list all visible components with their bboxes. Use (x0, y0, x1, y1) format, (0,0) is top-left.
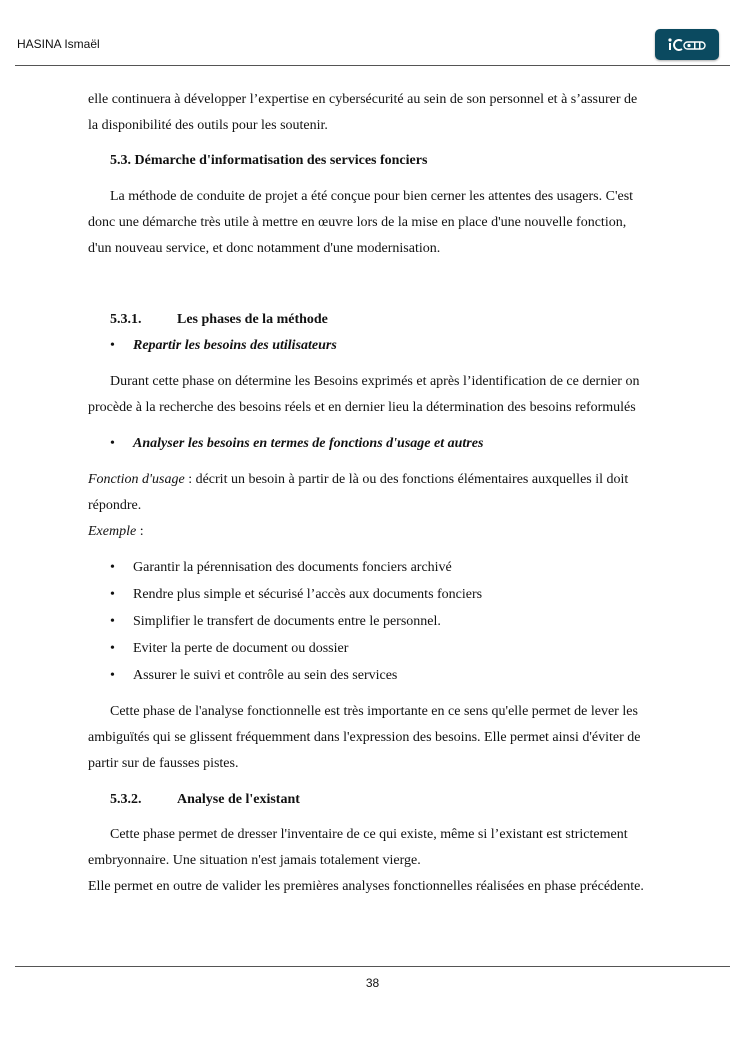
list-item (88, 333, 648, 359)
example-term: Exemple (88, 524, 137, 539)
phase1-title: Repartir les besoins des utilisateurs (133, 338, 337, 353)
subsection-title: Analyse de l'existant (177, 792, 300, 807)
section-heading: 5.3. Démarche d'informatisation des services fonciers (110, 153, 428, 168)
bullet-icon: • (110, 614, 115, 629)
example-item-text: Garantir la pérennisation des documents fonciers archivé (133, 560, 452, 575)
phase2-list (88, 431, 648, 457)
header-author: HASINA Ismaël (17, 37, 100, 51)
example-item-text: Rendre plus simple et sécurisé l’accès aux documents fonciers (133, 587, 483, 602)
bullet-icon: • (110, 436, 115, 451)
list-item (88, 431, 648, 457)
header-divider (15, 65, 730, 66)
bullet-icon: • (110, 587, 115, 602)
bullet-icon: • (110, 641, 115, 656)
phase1-list (88, 333, 648, 359)
existing-paragraph-1: Cette phase permet de dresser l'inventaire de ce qui existe, même si l’existant est strictement embryonnaire. Une situation n'est jamais totalement vierge. (88, 827, 628, 868)
examples-list (88, 555, 648, 689)
company-logo (655, 29, 719, 60)
footer-divider (15, 966, 730, 967)
usage-definition-text: : décrit un besoin à partir de là ou des fonctions élémentaires auxquelles il doit répondre. (88, 472, 629, 513)
list-item (88, 555, 648, 581)
analysis-paragraph: Cette phase de l'analyse fonctionnelle est très importante en ce sens qu'elle permet de lever les ambiguïtés qui se glissent fréquemment dans l'expression des besoins. Elle permet ainsi d'éviter de partir sur de fausses pistes. (88, 704, 641, 771)
list-item (88, 582, 648, 608)
existing-paragraph-2: Elle permet en outre de valider les premières analyses fonctionnelles réalisées en phase précédente. (88, 879, 644, 894)
subsection-number: 5.3.1. (110, 312, 142, 327)
subsection-heading-phases (88, 307, 648, 333)
subsection-number: 5.3.2. (110, 792, 142, 807)
example-suffix: : (136, 524, 144, 539)
intro-paragraph: elle continuera à développer l’expertise en cybersécurité au sein de son personnel et à s’assurer de la disponibilité des outils pour les soutenir. (88, 92, 638, 133)
logo-icon (655, 29, 719, 60)
phase2-title: Analyser les besoins en termes de fonctions d'usage et autres (133, 436, 484, 451)
example-item-text: Eviter la perte de document ou dossier (133, 641, 349, 656)
example-item-text: Assurer le suivi et contrôle au sein des services (133, 668, 398, 683)
list-item (88, 663, 648, 689)
list-item (88, 609, 648, 635)
bullet-icon: • (110, 668, 115, 683)
usage-definition (88, 467, 648, 519)
list-item (88, 636, 648, 662)
example-item-text: Simplifier le transfert de documents entre le personnel. (133, 614, 441, 629)
page-body (88, 87, 648, 900)
usage-term: Fonction d'usage (88, 472, 185, 487)
subsection-heading-existing (88, 787, 648, 813)
page-number: 38 (365, 976, 380, 990)
section-paragraph: La méthode de conduite de projet a été conçue pour bien cerner les attentes des usagers. C'est donc une démarche très utile à mettre en œuvre lors de la mise en place d'une nouvelle fonction, d'un nouveau service, et donc notamment d'une modernisation. (88, 189, 634, 256)
subsection-title: Les phases de la méthode (177, 312, 328, 327)
bullet-icon: • (110, 560, 115, 575)
phase1-paragraph: Durant cette phase on détermine les Besoins exprimés et après l’identification de ce dernier on procède à la recherche des besoins réels et en dernier lieu la détermination des besoins reformulés (88, 374, 640, 415)
example-label (88, 519, 648, 545)
bullet-icon: • (110, 338, 115, 353)
